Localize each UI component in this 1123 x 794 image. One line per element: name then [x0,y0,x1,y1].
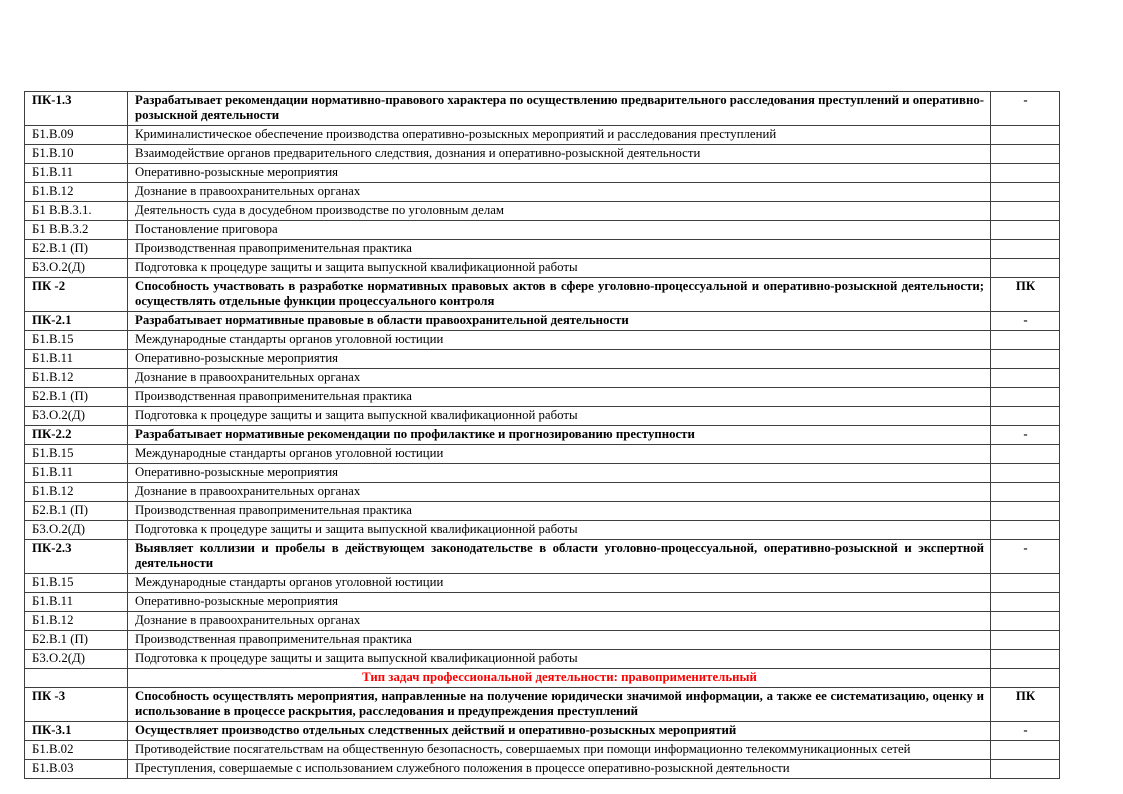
table-row [25,369,1060,388]
code-cell: Б1.В.15 [25,574,128,593]
table-row [25,278,1060,312]
table-row [25,502,1060,521]
table-row [25,722,1060,741]
code-cell: Б1 В.В.3.2 [25,221,128,240]
description-cell: Подготовка к процедуре защиты и защита выпускной квалификационной работы [128,521,991,540]
description-cell: Разрабатывает нормативные правовые в области правоохранительной деятельности [128,312,991,331]
description-cell: Производственная правоприменительная практика [128,502,991,521]
mark-cell [991,521,1060,540]
table-row [25,259,1060,278]
table-row [25,650,1060,669]
mark-cell [991,445,1060,464]
mark-cell [991,350,1060,369]
mark-cell [991,631,1060,650]
mark-cell [991,240,1060,259]
description-cell: Способность осуществлять мероприятия, направленные на получение юридически значимой информации, а также ее систематизацию, оценку и использование в процессе раскрытия, расследования и предупреждения преступлений [128,688,991,722]
description-cell: Дознание в правоохранительных органах [128,369,991,388]
mark-cell [991,741,1060,760]
code-cell: Б1.В.11 [25,350,128,369]
table-row [25,202,1060,221]
code-cell: Б2.В.1 (П) [25,502,128,521]
mark-cell [991,164,1060,183]
mark-cell [991,369,1060,388]
mark-cell [991,483,1060,502]
description-cell: Международные стандарты органов уголовной юстиции [128,574,991,593]
table-row [25,350,1060,369]
code-cell: Б1.В.15 [25,445,128,464]
description-cell: Взаимодействие органов предварительного следствия, дознания и оперативно-розыскной деятельности [128,145,991,164]
table-row [25,688,1060,722]
description-cell: Деятельность суда в досудебном производстве по уголовным делам [128,202,991,221]
table-row [25,540,1060,574]
table-row [25,331,1060,350]
description-cell: Осуществляет производство отдельных следственных действий и оперативно-розыскных мероприятий [128,722,991,741]
table-row [25,183,1060,202]
mark-cell: ПК [991,278,1060,312]
description-cell: Криминалистическое обеспечение производства оперативно-розыскных мероприятий и расследования преступлений [128,126,991,145]
description-cell: Способность участвовать в разработке нормативных правовых актов в сфере уголовно-процессуальной и оперативно-розыскной деятельности; осуществлять отдельные функции процессуального контроля [128,278,991,312]
code-cell: Б2.В.1 (П) [25,240,128,259]
description-cell: Подготовка к процедуре защиты и защита выпускной квалификационной работы [128,650,991,669]
description-cell: Дознание в правоохранительных органах [128,612,991,631]
description-cell: Дознание в правоохранительных органах [128,183,991,202]
code-cell: Б3.О.2(Д) [25,521,128,540]
table-row [25,483,1060,502]
mark-cell: - [991,312,1060,331]
code-cell: Б3.О.2(Д) [25,650,128,669]
description-cell: Международные стандарты органов уголовной юстиции [128,331,991,350]
mark-cell [991,574,1060,593]
description-cell: Разрабатывает нормативные рекомендации по профилактике и прогнозированию преступности [128,426,991,445]
description-cell: Производственная правоприменительная практика [128,631,991,650]
table-row [25,445,1060,464]
description-cell: Производственная правоприменительная практика [128,240,991,259]
table-row [25,312,1060,331]
code-cell: ПК-3.1 [25,722,128,741]
code-cell: ПК-2.2 [25,426,128,445]
code-cell: Б2.В.1 (П) [25,631,128,650]
description-cell: Производственная правоприменительная практика [128,388,991,407]
description-cell: Преступления, совершаемые с использованием служебного положения в процессе оперативно-розыскной деятельности [128,760,991,779]
description-cell: Дознание в правоохранительных органах [128,483,991,502]
table-row [25,464,1060,483]
code-cell: Б1.В.12 [25,612,128,631]
code-cell: Б3.О.2(Д) [25,259,128,278]
table-row [25,126,1060,145]
code-cell: Б1.В.11 [25,593,128,612]
code-cell: Б1.В.12 [25,483,128,502]
description-cell: Международные стандарты органов уголовной юстиции [128,445,991,464]
mark-cell [991,760,1060,779]
table-row [25,426,1060,445]
mark-cell [991,593,1060,612]
mark-cell: - [991,92,1060,126]
description-cell: Противодействие посягательствам на общественную безопасность, совершаемых при помощи информационно телекоммуникационных сетей [128,741,991,760]
mark-cell [991,221,1060,240]
competence-matrix-body [25,92,1060,779]
table-row [25,593,1060,612]
mark-cell [991,202,1060,221]
table-row [25,407,1060,426]
mark-cell [991,612,1060,631]
mark-cell: - [991,426,1060,445]
mark-cell [991,259,1060,278]
code-cell: Б1 В.В.3.1. [25,202,128,221]
description-cell: Подготовка к процедуре защиты и защита выпускной квалификационной работы [128,407,991,426]
mark-cell [991,407,1060,426]
table-row [25,164,1060,183]
mark-cell [991,502,1060,521]
code-cell: Б1.В.11 [25,164,128,183]
description-cell: Разрабатывает рекомендации нормативно-правового характера по осуществлению предварительного расследования преступлений и оперативно-розыскной деятельности [128,92,991,126]
table-row [25,145,1060,164]
code-cell: Б1.В.09 [25,126,128,145]
table-row [25,388,1060,407]
mark-cell: - [991,540,1060,574]
table-row [25,574,1060,593]
table-row [25,631,1060,650]
description-cell: Выявляет коллизии и пробелы в действующем законодательстве в области уголовно-процессуальной, оперативно-розыскной и экспертной деятельности [128,540,991,574]
code-cell: Б3.О.2(Д) [25,407,128,426]
mark-cell [991,183,1060,202]
mark-cell [991,388,1060,407]
mark-cell: ПК [991,688,1060,722]
code-cell: Б1.В.03 [25,760,128,779]
mark-cell [991,145,1060,164]
table-row [25,92,1060,126]
code-cell: Б1.В.02 [25,741,128,760]
description-cell: Оперативно-розыскные мероприятия [128,350,991,369]
code-cell: Б2.В.1 (П) [25,388,128,407]
description-cell: Оперативно-розыскные мероприятия [128,464,991,483]
table-row [25,521,1060,540]
mark-cell [991,669,1060,688]
mark-cell [991,331,1060,350]
competence-matrix-table [24,91,1060,779]
description-cell: Тип задач профессиональной деятельности: правоприменительный [128,669,991,688]
table-row [25,221,1060,240]
code-cell: ПК-2.3 [25,540,128,574]
code-cell [25,669,128,688]
code-cell: Б1.В.11 [25,464,128,483]
code-cell: Б1.В.10 [25,145,128,164]
table-row [25,741,1060,760]
description-cell: Оперативно-розыскные мероприятия [128,593,991,612]
code-cell: Б1.В.12 [25,369,128,388]
table-row [25,612,1060,631]
code-cell: ПК -2 [25,278,128,312]
code-cell: ПК -3 [25,688,128,722]
mark-cell [991,464,1060,483]
mark-cell: - [991,722,1060,741]
description-cell: Постановление приговора [128,221,991,240]
description-cell: Подготовка к процедуре защиты и защита выпускной квалификационной работы [128,259,991,278]
table-row [25,240,1060,259]
description-cell: Оперативно-розыскные мероприятия [128,164,991,183]
code-cell: Б1.В.15 [25,331,128,350]
code-cell: ПК-2.1 [25,312,128,331]
code-cell: ПК-1.3 [25,92,128,126]
code-cell: Б1.В.12 [25,183,128,202]
mark-cell [991,126,1060,145]
table-row [25,669,1060,688]
mark-cell [991,650,1060,669]
table-row [25,760,1060,779]
